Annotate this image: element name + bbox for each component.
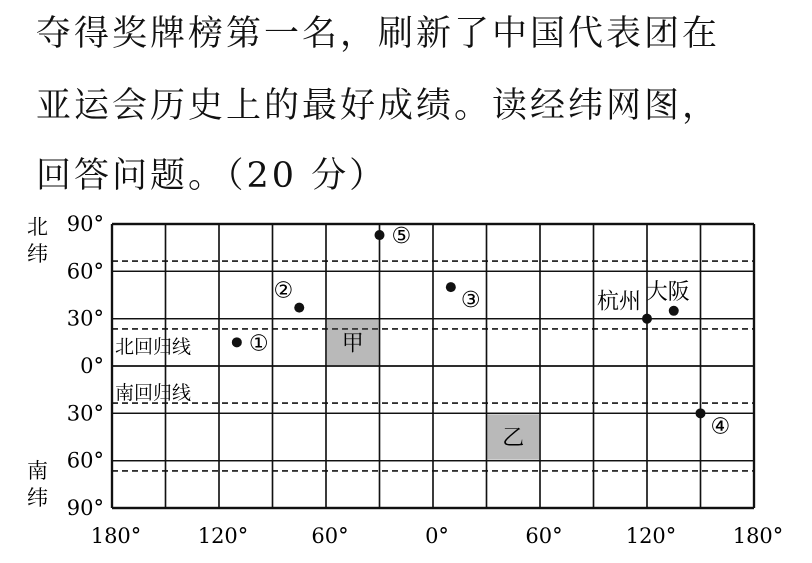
south-latitude-label-char1: 南 — [27, 459, 48, 483]
point-p3-label: ③ — [460, 288, 481, 314]
point-p5-label: ⑤ — [391, 224, 412, 250]
point-p4-label: ④ — [710, 414, 731, 440]
tropic-of-capricorn-label: 南回归线 — [115, 382, 192, 404]
lat-tick-label: 0° — [80, 354, 104, 378]
point-osaka-label: 大阪 — [645, 279, 690, 305]
region-label-jia: 甲 — [341, 331, 364, 357]
lon-tick-label: 180° — [90, 524, 142, 548]
lon-tick-label: 180° — [732, 524, 784, 548]
south-latitude-label-char2: 纬 — [27, 486, 48, 510]
lon-tick-label: 60° — [525, 524, 563, 548]
lat-tick-label: 30° — [66, 306, 104, 331]
point-hangzhou-label: 杭州 — [596, 289, 641, 315]
region-label-yi: 乙 — [502, 426, 525, 451]
point-p2-label: ② — [273, 278, 294, 304]
question-line-1: 夺得奖牌榜第一名，刷新了中国代表团在 — [36, 14, 721, 54]
axis-labels — [27, 212, 783, 548]
lat-tick-label: 60° — [66, 448, 104, 473]
question-line-2: 亚运会历史上的最好成绩。读经纬网图， — [36, 86, 721, 126]
lat-tick-label: 60° — [66, 259, 104, 284]
north-latitude-label-char1: 北 — [27, 215, 48, 239]
lon-tick-label: 60° — [311, 524, 349, 548]
point-p3-dot — [446, 282, 456, 292]
point-p1-label: ① — [248, 331, 269, 357]
map-points — [232, 224, 730, 439]
lat-tick-label: 90° — [66, 496, 104, 520]
lon-tick-label: 120° — [197, 524, 249, 548]
lon-tick-label: 120° — [625, 524, 677, 548]
tropic-of-cancer-label: 北回归线 — [115, 336, 192, 358]
lon-tick-label: 0° — [425, 524, 449, 548]
point-p2-dot — [294, 303, 304, 313]
lat-tick-label: 30° — [66, 401, 104, 426]
grid-lines — [112, 224, 754, 508]
point-p1-dot — [232, 337, 242, 347]
north-latitude-label-char2: 纬 — [27, 242, 48, 266]
question-line-3: 回答问题。（20 分） — [36, 156, 388, 196]
point-osaka-dot — [669, 306, 679, 316]
lat-tick-label: 90° — [66, 212, 104, 236]
